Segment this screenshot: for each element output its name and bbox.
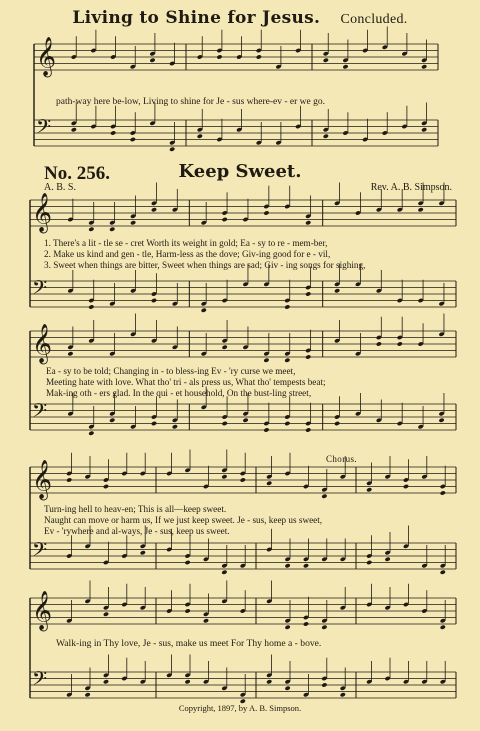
music-credit: A. B. S.	[44, 182, 76, 193]
treble-clef-icon: 𝄞	[32, 192, 52, 232]
notehead	[263, 427, 269, 432]
notehead	[421, 127, 427, 132]
notehead	[130, 220, 136, 225]
notehead	[88, 431, 94, 436]
previous-hymn-title	[0, 8, 480, 28]
notehead	[85, 692, 91, 697]
verse-lyrics-system-2	[46, 366, 326, 399]
notehead	[240, 477, 246, 482]
words-credit: Rev. A. B. Simpson.	[370, 182, 452, 193]
notehead	[305, 354, 311, 359]
notehead	[334, 421, 340, 426]
notehead	[418, 207, 424, 212]
notehead	[149, 58, 155, 63]
notehead	[285, 686, 291, 691]
verse-3-line: Ev - 'rywhere and al-ways, Je - sus, keep us sweet.	[44, 526, 230, 536]
verse-3-line: 3. Sweet when things are bitter, Sweet when things are sad; Giv - ing songs for sighing,	[44, 260, 366, 270]
notehead	[385, 557, 391, 562]
notehead	[197, 134, 203, 139]
notehead	[71, 127, 77, 132]
notehead	[172, 424, 178, 429]
notehead	[67, 351, 73, 356]
notehead	[305, 291, 311, 296]
notehead	[285, 563, 291, 568]
notehead	[266, 481, 272, 486]
notehead	[88, 227, 94, 232]
copyright-notice: Copyright, 1897, by A. B. Simpson.	[178, 703, 302, 713]
notehead	[421, 64, 427, 69]
chorus-lyrics: Walk-ing in Thy love, Je - sus, make us meet For Thy home a - bove.	[56, 638, 322, 649]
notehead	[203, 618, 209, 623]
notehead	[366, 560, 372, 565]
notehead	[323, 134, 329, 139]
previous-hymn-title-text: Living to Shine for Jesus.	[72, 8, 321, 28]
notehead	[321, 682, 327, 687]
notehead	[376, 341, 382, 346]
concluded-label: Concluded.	[340, 12, 408, 27]
notehead	[303, 563, 309, 568]
notehead	[266, 679, 272, 684]
notehead	[284, 358, 290, 363]
hymn-number: No. 256.	[44, 163, 110, 184]
notehead	[110, 130, 116, 135]
chorus-label: Chorus.	[326, 454, 358, 464]
notehead	[256, 54, 262, 59]
verse-1-line: Turn-ing hell to heav-en; This is all—keep sweet.	[44, 504, 227, 514]
notehead	[305, 427, 311, 432]
notehead	[151, 421, 157, 426]
treble-clef-icon: 𝄞	[36, 36, 56, 76]
notehead	[303, 621, 309, 626]
verse-3-line: Mak-ing oth - ers glad. In the qui - et household, On the bust-ling street,	[46, 388, 312, 398]
notehead	[284, 421, 290, 426]
notehead	[88, 304, 94, 309]
notehead	[222, 217, 228, 222]
notehead	[440, 625, 446, 630]
bass-clef-icon: 𝄢	[32, 537, 48, 566]
notehead	[103, 484, 109, 489]
hymn-title: Keep Sweet.	[178, 161, 302, 182]
notehead	[263, 358, 269, 363]
notehead	[305, 220, 311, 225]
notehead	[103, 679, 109, 684]
bass-clef-icon: 𝄢	[36, 114, 52, 143]
treble-clef-icon: 𝄞	[32, 459, 52, 499]
notehead	[201, 308, 207, 313]
notehead	[140, 550, 146, 555]
notehead	[221, 570, 227, 575]
notehead	[366, 487, 372, 492]
notehead	[185, 560, 191, 565]
verse-1-line: Ea - sy to be told; Changing in - to bless-ing Ev - 'ry curse we meet,	[46, 366, 296, 376]
notehead	[321, 494, 327, 499]
notehead	[103, 612, 109, 617]
verse-2-line: 2. Make us kind and gen - tle, Harm-less as the dove; Giv-ing good for e - vil,	[44, 249, 331, 259]
notehead	[216, 54, 222, 59]
verse-2-line: Meeting hate with love. What tho' tri - als press us, What tho' tempests beat;	[46, 377, 326, 387]
notehead	[185, 608, 191, 613]
notehead	[323, 58, 329, 63]
notehead	[221, 474, 227, 479]
notehead	[242, 418, 248, 423]
notehead	[263, 210, 269, 215]
notehead	[151, 207, 157, 212]
notehead	[130, 137, 136, 142]
notehead	[321, 625, 327, 630]
bass-clef-icon: 𝄢	[32, 275, 48, 304]
notehead	[109, 227, 115, 232]
notehead	[342, 64, 348, 69]
notehead	[284, 304, 290, 309]
previous-hymn-lyric: path-way here be-low, Living to shine for Je - sus where-ev - er we go.	[56, 97, 325, 107]
notehead	[185, 679, 191, 684]
notehead	[403, 484, 409, 489]
treble-clef-icon: 𝄞	[32, 590, 52, 630]
notehead	[340, 692, 346, 697]
verse-lyrics-system-3	[44, 504, 322, 537]
notehead	[222, 421, 228, 426]
notehead	[397, 341, 403, 346]
notehead	[222, 345, 228, 350]
notehead	[151, 298, 157, 303]
notehead	[438, 418, 444, 423]
verse-lyrics-system-1	[44, 238, 365, 271]
verse-2-line: Naught can move or harm us, If we just keep sweet. Je - sus, keep us sweet,	[44, 515, 323, 525]
bass-clef-icon: 𝄢	[32, 666, 48, 695]
bass-clef-icon: 𝄢	[32, 398, 48, 427]
notehead	[109, 418, 115, 423]
notehead	[285, 625, 291, 630]
notehead	[440, 490, 446, 495]
notehead	[169, 147, 175, 152]
verse-1-line: 1. There's a lit - tle se - cret Worth its weight in gold; Ea - sy to re - mem-ber,	[44, 238, 328, 248]
treble-clef-icon: 𝄞	[32, 323, 52, 363]
notehead	[66, 477, 72, 482]
notehead	[440, 570, 446, 575]
notehead	[334, 288, 340, 293]
